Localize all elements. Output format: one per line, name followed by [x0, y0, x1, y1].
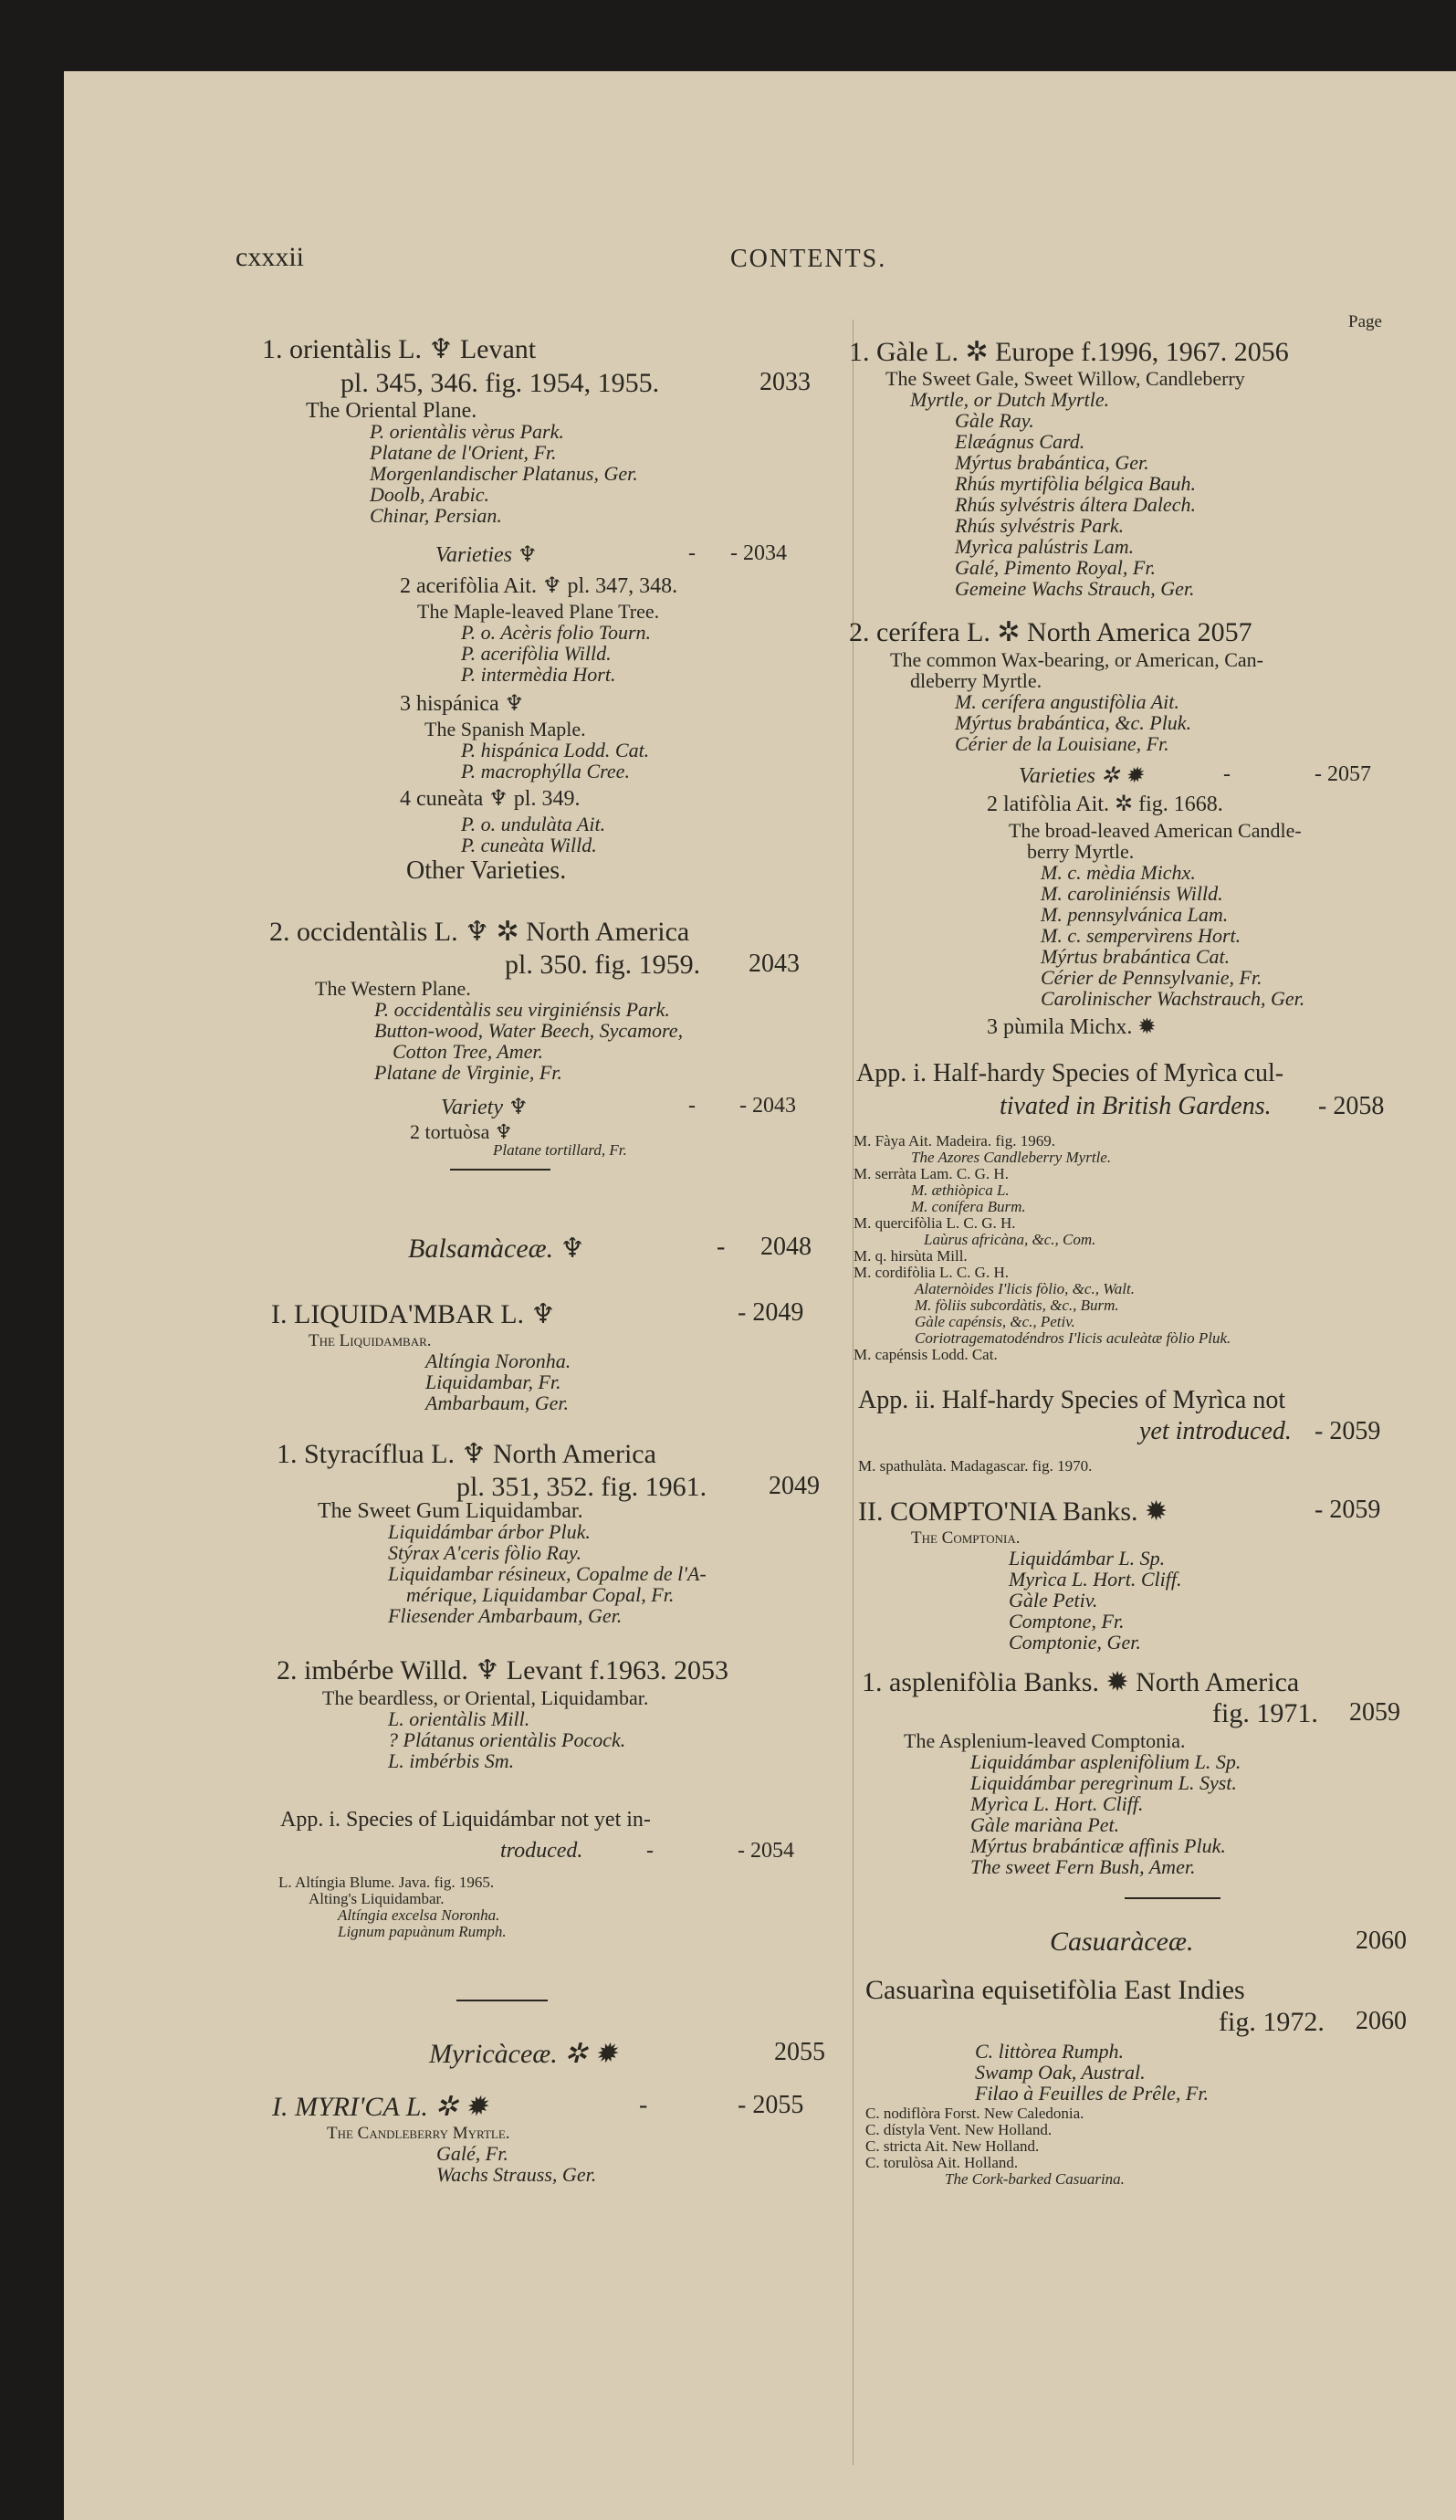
right-line-56: The Comptonia. [911, 1528, 1021, 1548]
right-line-9: Rhús sylvéstris Park. [955, 514, 1125, 537]
left-line-11: - 2034 [730, 541, 787, 565]
left-line-18: The Spanish Maple. [424, 718, 586, 740]
left-line-16: P. intermèdia Hort. [461, 663, 616, 686]
left-line-65: L. Altíngia Blume. Java. fig. 1965. [278, 1874, 495, 1891]
left-line-3: The Oriental Plane. [306, 399, 477, 423]
right-line-48: Coriotragematodéndros I'licis aculeàtæ fòlio Pluk. [915, 1329, 1231, 1347]
left-line-12: 2 acerifòlia Ait. ♆ pl. 347, 348. [400, 574, 678, 598]
left-line-54: mérique, Liquidambar Copal, Fr. [406, 1583, 675, 1606]
right-line-46: M. fòliis subcordàtis, &c., Burm. [915, 1297, 1119, 1314]
right-line-36: M. Fàya Ait. Madeira. fig. 1969. [854, 1132, 1055, 1150]
right-line-1: 1. Gàle L. ✲ Europe f.1996, 1967. 2056 [849, 337, 1289, 367]
left-line-27: 2043 [749, 950, 800, 978]
right-line-15: dleberry Myrtle. [910, 669, 1042, 692]
right-line-43: M. q. hirsùta Mill. [854, 1247, 968, 1265]
left-line-13: The Maple-leaved Plane Tree. [417, 600, 660, 623]
right-line-4: Gàle Ray. [955, 409, 1034, 432]
left-line-73: - 2055 [738, 2091, 804, 2119]
right-line-2: The Sweet Gale, Sweet Willow, Candleberry [885, 367, 1245, 390]
right-line-0: Page [1348, 312, 1382, 331]
left-line-38: Balsamàceæ. ♆ [408, 1234, 585, 1264]
right-line-32: 3 pùmila Michx. ✹ [987, 1015, 1157, 1039]
left-line-66: Alting's Liquidambar. [309, 1890, 445, 1907]
left-line-33: Variety ♆ [441, 1096, 529, 1119]
right-line-52: - 2059 [1315, 1417, 1381, 1445]
right-line-34: tivated in British Gardens. [1000, 1092, 1272, 1120]
right-line-73: 2060 [1356, 1927, 1407, 1955]
left-line-26: pl. 350. fig. 1959. [505, 950, 701, 980]
left-line-30: Button-wood, Water Beech, Sycamore, [374, 1019, 684, 1042]
left-line-62: troduced. [500, 1839, 583, 1863]
left-line-9: Varieties ♆ [435, 543, 538, 567]
left-line-1: pl. 345, 346. fig. 1954, 1955. [340, 368, 660, 398]
right-line-14: The common Wax-bearing, or American, Can- [890, 648, 1263, 671]
right-line-64: 2059 [1349, 1698, 1400, 1727]
left-line-0: 1. orientàlis L. ♆ Levant [262, 334, 537, 364]
left-line-32: Platane de Virginie, Fr. [374, 1061, 562, 1084]
right-line-3: Myrtle, or Dutch Myrtle. [910, 388, 1110, 411]
left-line-57: The beardless, or Oriental, Liquidambar. [322, 1686, 649, 1709]
left-line-60: L. imbérbis Sm. [388, 1749, 515, 1772]
left-line-15: P. acerifòlia Willd. [461, 642, 612, 665]
right-line-17: Mýrtus brabántica, &c. Pluk. [955, 711, 1192, 734]
right-line-79: Filao à Feuilles de Prêle, Fr. [975, 2082, 1209, 2105]
right-line-42: Laùrus africàna, &c., Com. [924, 1231, 1096, 1248]
left-line-24: Other Varieties. [406, 856, 567, 885]
right-line-23: The broad-leaved American Candle- [1009, 819, 1302, 842]
right-line-66: Liquidámbar asplenifòlium L. Sp. [970, 1750, 1241, 1773]
right-line-84: The Cork-barked Casuarina. [945, 2170, 1125, 2188]
right-line-40: M. conífera Burm. [911, 1198, 1026, 1215]
right-line-10: Myrìca palústris Lam. [955, 535, 1135, 558]
right-line-41: M. quercifòlia L. C. G. H. [854, 1214, 1016, 1232]
right-line-70: Mýrtus brabánticæ affìnis Pluk. [970, 1834, 1226, 1857]
right-line-60: Comptone, Fr. [1009, 1610, 1125, 1633]
right-line-82: C. stricta Ait. New Holland. [865, 2137, 1040, 2155]
right-line-38: M. serràta Lam. C. G. H. [854, 1165, 1009, 1182]
left-line-35: - 2043 [739, 1094, 796, 1118]
left-line-14: P. o. Acèris folio Tourn. [461, 621, 652, 644]
left-line-50: The Sweet Gum Liquidambar. [318, 1499, 583, 1523]
right-line-74: Casuarìna equisetifòlia East Indies [865, 1975, 1245, 2005]
left-line-46: Ambarbaum, Ger. [425, 1391, 570, 1414]
left-line-39: - [717, 1233, 726, 1261]
right-line-25: M. c. mèdia Michx. [1041, 861, 1196, 884]
left-line-72: - [639, 2091, 648, 2119]
left-line-71: I. MYRI'CA L. ✲ ✹ [272, 2092, 488, 2122]
left-line-47: 1. Styracíflua L. ♆ North America [277, 1439, 656, 1469]
section-rule [456, 2000, 548, 2001]
right-line-44: M. cordifòlia L. C. G. H. [854, 1264, 1009, 1281]
right-line-71: The sweet Fern Bush, Amer. [970, 1855, 1196, 1878]
right-line-65: The Asplenium-leaved Comptonia. [904, 1729, 1186, 1752]
right-line-58: Myrìca L. Hort. Cliff. [1009, 1568, 1182, 1591]
left-line-63: - [646, 1839, 654, 1863]
right-line-54: II. COMPTO'NIA Banks. ✹ [858, 1496, 1168, 1527]
right-line-21: - 2057 [1315, 762, 1371, 786]
left-line-43: The Liquidambar. [309, 1331, 432, 1350]
right-line-29: Mýrtus brabántica Cat. [1041, 945, 1231, 968]
left-line-61: App. i. Species of Liquidámbar not yet in- [280, 1808, 651, 1832]
left-line-48: pl. 351, 352. fig. 1961. [456, 1472, 707, 1502]
left-line-7: Doolb, Arabic. [370, 483, 489, 506]
left-line-55: Fliesender Ambarbaum, Ger. [388, 1604, 623, 1627]
right-line-67: Liquidámbar peregrìnum L. Syst. [970, 1771, 1237, 1794]
right-line-68: Myrìca L. Hort. Cliff. [970, 1792, 1144, 1815]
left-line-31: Cotton Tree, Amer. [393, 1040, 544, 1063]
right-line-61: Comptonie, Ger. [1009, 1631, 1141, 1654]
right-line-81: C. dístyla Vent. New Holland. [865, 2121, 1053, 2138]
left-line-10: - [688, 541, 696, 565]
left-line-68: Lignum papuànum Rumph. [338, 1923, 507, 1940]
left-line-8: Chinar, Persian. [370, 504, 502, 527]
left-line-44: Altíngia Noronha. [425, 1349, 571, 1372]
right-line-75: fig. 1972. [1219, 2007, 1325, 2037]
left-line-45: Liquidambar, Fr. [425, 1370, 561, 1393]
right-line-19: Varieties ✲ ✹ [1019, 764, 1144, 788]
right-line-57: Liquidámbar L. Sp. [1009, 1547, 1166, 1570]
right-line-62: 1. asplenifòlia Banks. ✹ North America [862, 1667, 1300, 1697]
right-line-20: - [1223, 762, 1231, 786]
right-line-33: App. i. Half-hardy Species of Myrìca cul- [856, 1059, 1284, 1087]
right-line-45: Alaternòides I'licis fòlio, &c., Walt. [915, 1280, 1135, 1297]
left-line-51: Liquidámbar árbor Pluk. [388, 1520, 591, 1543]
left-line-69: Myricàceæ. ✲ ✹ [429, 2039, 618, 2069]
left-line-22: P. o. undulàta Ait. [461, 813, 606, 835]
right-line-6: Mýrtus brabántica, Ger. [955, 451, 1149, 474]
left-line-40: 2048 [760, 1233, 812, 1261]
right-line-53: M. spathulàta. Madagascar. fig. 1970. [858, 1457, 1093, 1475]
right-line-51: yet introduced. [1139, 1417, 1292, 1445]
left-line-53: Liquidambar résineux, Copalme de l'A- [388, 1562, 707, 1585]
section-rule [450, 1169, 550, 1171]
right-line-13: 2. cerífera L. ✲ North America 2057 [849, 617, 1252, 647]
right-line-77: C. littòrea Rumph. [975, 2040, 1124, 2063]
right-line-72: Casuaràceæ. [1050, 1927, 1194, 1957]
left-line-59: ? Plátanus orientàlis Pocock. [388, 1728, 626, 1751]
right-line-24: berry Myrtle. [1027, 840, 1135, 863]
right-line-47: Gàle capénsis, &c., Petiv. [915, 1313, 1075, 1330]
right-line-80: C. nodiflòra Forst. New Caledonia. [865, 2105, 1084, 2122]
left-line-70: 2055 [774, 2038, 825, 2066]
left-line-21: 4 cuneàta ♆ pl. 349. [400, 787, 581, 811]
left-line-17: 3 hispánica ♆ [400, 692, 525, 716]
left-line-2: 2033 [759, 368, 811, 396]
left-line-42: - 2049 [738, 1298, 804, 1327]
left-line-52: Stýrax A'ceris fòlio Ray. [388, 1541, 582, 1564]
left-line-29: P. occidentàlis seu virginiénsis Park. [374, 998, 670, 1021]
right-line-30: Cérier de Pennsylvanie, Fr. [1041, 966, 1262, 989]
right-line-16: M. cerífera angustifòlia Ait. [955, 690, 1179, 713]
right-line-63: fig. 1971. [1212, 1698, 1318, 1728]
right-line-69: Gàle mariàna Pet. [970, 1813, 1120, 1836]
right-line-37: The Azores Candleberry Myrtle. [911, 1149, 1112, 1166]
left-line-41: I. LIQUIDA'MBAR L. ♆ [271, 1299, 556, 1329]
right-line-27: M. pennsylvánica Lam. [1041, 903, 1229, 926]
left-line-36: 2 tortuòsa ♆ [410, 1120, 513, 1143]
right-line-76: 2060 [1356, 2007, 1407, 2035]
right-line-12: Gemeine Wachs Strauch, Ger. [955, 577, 1195, 600]
right-line-28: M. c. sempervìrens Hort. [1041, 924, 1241, 947]
left-line-6: Morgenlandischer Platanus, Ger. [370, 462, 638, 485]
right-line-83: C. torulòsa Ait. Holland. [865, 2154, 1019, 2171]
page-number: cxxxii [236, 242, 304, 272]
running-title: CONTENTS. [730, 245, 887, 273]
right-line-59: Gàle Petiv. [1009, 1589, 1098, 1612]
right-line-5: Elæágnus Card. [955, 430, 1085, 453]
left-line-19: P. hispánica Lodd. Cat. [461, 739, 650, 761]
left-line-58: L. orientàlis Mill. [388, 1707, 530, 1730]
left-line-34: - [688, 1094, 696, 1118]
right-line-8: Rhús sylvéstris áltera Dalech. [955, 493, 1196, 516]
right-line-35: - 2058 [1318, 1092, 1385, 1120]
right-line-11: Galé, Pimento Royal, Fr. [955, 556, 1156, 579]
left-line-5: Platane de l'Orient, Fr. [370, 441, 557, 464]
right-line-50: App. ii. Half-hardy Species of Myrìca not [858, 1386, 1286, 1414]
right-line-78: Swamp Oak, Austral. [975, 2061, 1146, 2084]
left-line-23: P. cuneàta Willd. [461, 834, 597, 856]
left-line-64: - 2054 [738, 1839, 794, 1863]
right-line-26: M. caroliniénsis Willd. [1041, 882, 1223, 905]
left-line-76: Wachs Strauss, Ger. [436, 2163, 597, 2186]
left-line-28: The Western Plane. [315, 977, 471, 1000]
right-line-55: - 2059 [1315, 1496, 1381, 1524]
left-line-56: 2. imbérbe Willd. ♆ Levant f.1963. 2053 [277, 1655, 729, 1685]
left-line-25: 2. occidentàlis L. ♆ ✲ North America [269, 917, 690, 947]
right-line-7: Rhús myrtifòlia bélgica Bauh. [955, 472, 1196, 495]
left-line-20: P. macrophýlla Cree. [461, 760, 630, 782]
left-line-49: 2049 [769, 1472, 820, 1500]
left-line-75: Galé, Fr. [436, 2142, 508, 2165]
book-page [64, 71, 1456, 2520]
right-line-49: M. capénsis Lodd. Cat. [854, 1346, 998, 1363]
right-line-22: 2 latifòlia Ait. ✲ fig. 1668. [987, 793, 1223, 816]
left-line-4: P. orientàlis vèrus Park. [370, 420, 564, 443]
right-line-39: M. æthiòpica L. [911, 1181, 1010, 1199]
right-line-18: Cérier de la Louisiane, Fr. [955, 732, 1169, 755]
section-rule [1125, 1897, 1220, 1899]
right-line-31: Carolinischer Wachstrauch, Ger. [1041, 987, 1305, 1010]
left-line-74: The Candleberry Myrtle. [327, 2124, 510, 2143]
left-line-67: Altíngia excelsa Noronha. [338, 1906, 500, 1924]
left-line-37: Platane tortillard, Fr. [493, 1141, 627, 1159]
